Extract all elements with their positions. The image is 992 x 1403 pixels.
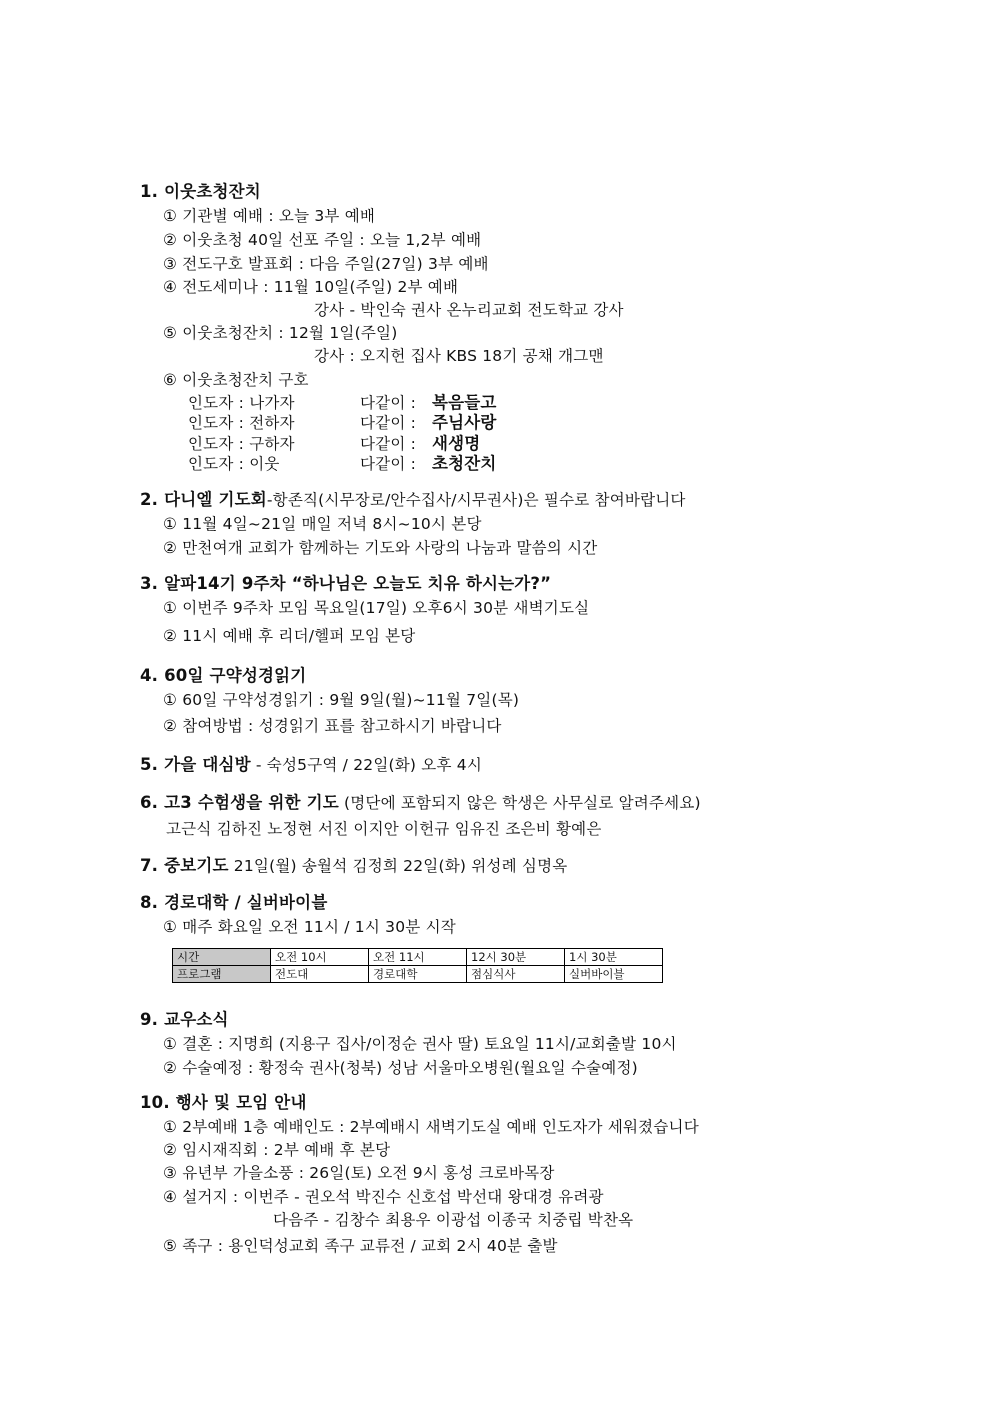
section-8-item-1: ① 매주 화요일 오전 11시 / 1시 30분 시작 bbox=[163, 918, 456, 936]
section-10-item-5: ⑤ 족구 : 용인덕성교회 족구 교류전 / 교회 2시 40분 출발 bbox=[163, 1237, 558, 1255]
section-5-detail: - 숙성5구역 / 22일(화) 오후 4시 bbox=[250, 756, 483, 774]
section-10-item-3: ③ 유년부 가을소풍 : 26일(토) 오전 9시 홍성 크로바목장 bbox=[163, 1164, 555, 1182]
section-9-title: 9. 교우소식 bbox=[140, 1010, 229, 1029]
section-1-item-1: ① 기관별 예배 : 오늘 3부 예배 bbox=[163, 207, 376, 225]
section-10-title: 10. 행사 및 모임 안내 bbox=[140, 1093, 307, 1112]
section-1-item-5: ⑤ 이웃초청잔치 : 12월 1일(주일) bbox=[163, 324, 398, 342]
section-2-header bbox=[140, 490, 686, 510]
section-7-header bbox=[140, 856, 567, 876]
chant-all-1: 다같이 : bbox=[360, 394, 417, 412]
table-cell: 프로그램 bbox=[173, 966, 271, 983]
section-3-title: 3. 알파14기 9주차 “하나님은 오늘도 치유 하시는가?” bbox=[140, 574, 552, 593]
section-1-item-2: ② 이웃초청 40일 선포 주일 : 오늘 1,2부 예배 bbox=[163, 231, 482, 249]
section-8-title: 8. 경로대학 / 실버바이블 bbox=[140, 893, 328, 912]
section-9-item-2: ② 수술예정 : 황정숙 권사(청북) 성남 서울마오병원(월요일 수술예정) bbox=[163, 1059, 638, 1077]
section-1-item-5-speaker: 강사 : 오지헌 집사 KBS 18기 공채 개그맨 bbox=[314, 347, 604, 365]
chant-all-4: 다같이 : bbox=[360, 455, 417, 473]
chant-response-3: 새생명 bbox=[432, 434, 481, 453]
chant-all-2: 다같이 : bbox=[360, 414, 417, 432]
section-4-title: 4. 60일 구약성경읽기 bbox=[140, 666, 307, 685]
table-cell: 오전 11시 bbox=[369, 949, 467, 966]
table-cell: 12시 30분 bbox=[467, 949, 565, 966]
table-cell: 경로대학 bbox=[369, 966, 467, 983]
section-5-title: 5. 가을 대심방 bbox=[140, 755, 251, 774]
section-1-item-6: ⑥ 이웃초청잔치 구호 bbox=[163, 371, 309, 389]
table-row bbox=[173, 949, 663, 966]
table-cell: 점심식사 bbox=[467, 966, 565, 983]
chant-leader-3: 인도자 : 구하자 bbox=[188, 435, 295, 453]
table-cell: 오전 10시 bbox=[271, 949, 369, 966]
section-10-item-2: ② 임시재직회 : 2부 예배 후 본당 bbox=[163, 1141, 391, 1159]
chant-response-4: 초청잔치 bbox=[432, 454, 497, 473]
section-1-item-3: ③ 전도구호 발표회 : 다음 주일(27일) 3부 예배 bbox=[163, 255, 489, 273]
chant-leader-2: 인도자 : 전하자 bbox=[188, 414, 295, 432]
schedule-table bbox=[172, 948, 663, 983]
section-9-item-1: ① 결혼 : 지명희 (지용구 집사/이정순 권사 딸) 토요일 11시/교회출발 10시 bbox=[163, 1035, 677, 1053]
section-3-item-2: ② 11시 예배 후 리더/헬퍼 모임 본당 bbox=[163, 627, 416, 645]
section-3-item-1: ① 이번주 9주차 모임 목요일(17일) 오후6시 30분 새벽기도실 bbox=[163, 599, 590, 617]
section-1-title: 1. 이웃초청잔치 bbox=[140, 182, 261, 201]
chant-response-2: 주님사랑 bbox=[432, 413, 497, 432]
chant-all-3: 다같이 : bbox=[360, 435, 417, 453]
section-2-item-1: ① 11월 4일~21일 매일 저녁 8시~10시 본당 bbox=[163, 515, 482, 533]
section-10-item-1: ① 2부예배 1층 예배인도 : 2부예배시 새벽기도실 예배 인도자가 세워졌습니다 bbox=[163, 1118, 699, 1136]
table-cell: 1시 30분 bbox=[565, 949, 663, 966]
section-6-note: (명단에 포함되지 않은 학생은 사무실로 알려주세요) bbox=[338, 794, 701, 812]
table-cell: 전도대 bbox=[271, 966, 369, 983]
chant-leader-1: 인도자 : 나가자 bbox=[188, 394, 295, 412]
section-1-item-4: ④ 전도세미나 : 11월 10일(주일) 2부 예배 bbox=[163, 278, 459, 296]
section-2-item-2: ② 만천여개 교회가 함께하는 기도와 사랑의 나눔과 말씀의 시간 bbox=[163, 539, 598, 557]
section-2-note: -항존직(시무장로/안수집사/시무권사)은 필수로 참여바랍니다 bbox=[266, 491, 686, 509]
section-1-item-4-speaker: 강사 - 박인숙 권사 온누리교회 전도학교 강사 bbox=[314, 301, 624, 319]
section-4-item-1: ① 60일 구약성경읽기 : 9월 9일(월)~11월 7일(목) bbox=[163, 691, 520, 709]
section-10-item-4-next: 다음주 - 김창수 최용우 이광섭 이종국 치중립 박찬옥 bbox=[273, 1211, 634, 1229]
section-10-item-4: ④ 설거지 : 이번주 - 권오석 박진수 신호섭 박선대 왕대경 유려광 bbox=[163, 1188, 604, 1206]
section-6-header bbox=[140, 793, 701, 813]
table-row bbox=[173, 966, 663, 983]
section-5-header bbox=[140, 755, 482, 775]
section-2-title: 2. 다니엘 기도회 bbox=[140, 490, 267, 509]
section-6-title: 6. 고3 수험생을 위한 기도 bbox=[140, 793, 339, 812]
chant-leader-4: 인도자 : 이웃 bbox=[188, 455, 280, 473]
section-7-detail: 21일(월) 송월석 김정희 22일(화) 위성례 심명옥 bbox=[228, 857, 568, 875]
table-cell: 시간 bbox=[173, 949, 271, 966]
section-6-names: 고근식 김하진 노정현 서진 이지안 이헌규 임유진 조은비 황예은 bbox=[166, 820, 602, 838]
section-4-item-2: ② 참여방법 : 성경읽기 표를 참고하시기 바랍니다 bbox=[163, 717, 502, 735]
table-cell: 실버바이블 bbox=[565, 966, 663, 983]
section-7-title: 7. 중보기도 bbox=[140, 856, 229, 875]
chant-response-1: 복음들고 bbox=[432, 393, 497, 412]
